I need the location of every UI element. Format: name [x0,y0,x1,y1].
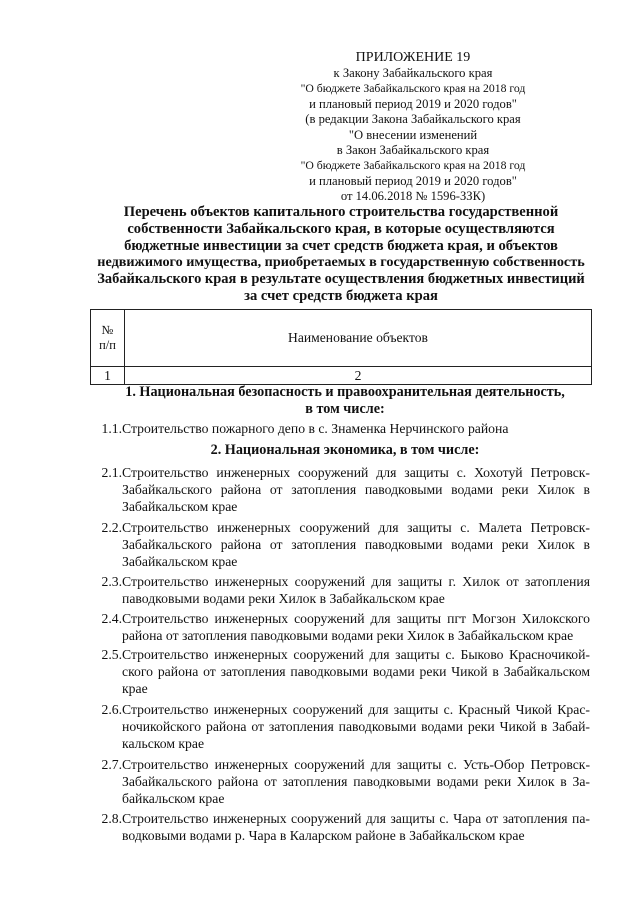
item-line: Забайкальского района от затопления паводковыми водами реки Хилок в За- [122,774,590,790]
appendix-title: ПРИЛОЖЕНИЕ 19 [355,50,471,65]
column-number-header [91,310,125,367]
column-index-2: 2 [125,367,592,385]
item-line: Строительство инженерных сооружений для защиты с. Чара от затопления па- [122,811,590,826]
list-item [94,810,590,844]
item-number: 2.5. [101,647,122,662]
list-item [94,519,590,571]
appendix-line: (в редакции Закона Забайкальского края [305,112,521,127]
list-item [94,646,590,698]
item-text [122,420,590,437]
item-text [122,464,590,516]
column-name-header: Наименование объектов [125,310,592,367]
item-text [122,646,590,698]
item-number: 2.1. [101,465,122,480]
objects-table-header [90,309,592,385]
item-line: ского района от затопления паводковыми водами реки Чикой в Забайкальском [122,664,590,680]
appendix-block [300,49,526,205]
appendix-line: "О бюджете Забайкальского края на 2018 год [300,159,526,173]
item-line: Строительство пожарного депо в с. Знаменка Нерчинского района [122,421,509,436]
section-heading-line: 1. Национальная безопасность и правоохранительная деятельность, [125,384,565,400]
appendix-line: к Закону Забайкальского края [333,66,493,80]
column-number-label: № [101,323,114,337]
item-text [122,519,590,571]
item-line: района от затопления паводковыми водами реки Хилок в Забайкальском крае [122,628,574,644]
section-heading [100,442,590,459]
table-index-row [91,367,592,385]
item-line: Строительство инженерных сооружений для защиты с. Хохотуй Петровск- [122,465,590,480]
item-text [122,573,590,607]
title-line: Забайкальского края в результате осуществления бюджетных инвестиций [97,271,585,288]
item-line: Строительство инженерных сооружений для защиты с. Быково Красночикой- [122,647,590,662]
title-line: собственности Забайкальского края, в которые осуществляются [127,220,555,237]
column-number-label: п/п [99,338,116,352]
item-line: Строительство инженерных сооружений для защиты г. Хилок от затопления [122,574,590,589]
list-item [94,756,590,808]
item-text [122,756,590,808]
list-item [94,464,590,516]
appendix-line: "О бюджете Забайкальского края на 2018 год [300,82,526,96]
item-line: Строительство инженерных сооружений для защиты с. Усть-Обор Петровск- [122,757,590,772]
item-line: Забайкальском крае [122,554,238,570]
item-line: Строительство инженерных сооружений для защиты с. Малета Петровск- [122,520,590,535]
item-number: 2.4. [101,611,122,626]
item-line: Строительство инженерных сооружений для защиты пгт Могзон Хилокского [122,611,590,626]
item-line: водковыми водами р. Чара в Каларском районе в Забайкальском крае [122,828,525,844]
item-line: Строительство инженерных сооружений для защиты с. Красный Чикой Крас- [122,702,590,717]
item-number: 2.3. [101,574,122,589]
appendix-line: и плановый период 2019 и 2020 годов" [309,173,517,188]
appendix-line: "О внесении изменений [348,127,478,142]
item-number: 1.1. [101,421,122,436]
item-text [122,610,590,644]
item-line: Забайкальском крае [122,499,238,515]
item-text [122,701,590,753]
title-line: бюджетные инвестиции за счет средств бюджета края, и объектов [124,237,558,254]
item-number: 2.7. [101,757,122,772]
list-item [94,610,590,644]
item-line: паводковыми водами реки Хилок в Забайкальском крае [122,591,445,607]
item-number: 2.6. [101,702,122,717]
item-text [122,810,590,844]
item-line: кальском крае [122,736,205,752]
table-header-row [91,310,592,367]
title-line: недвижимого имущества, приобретаемых в государственную собственность [97,254,585,271]
title-line: за счет средств бюджета края [244,287,438,304]
item-line: крае [122,681,148,697]
title-line: Перечень объектов капитального строительства государственной [123,204,559,220]
appendix-line: от 14.06.2018 № 1596-ЗЗК) [340,189,486,204]
section-heading-line: 2. Национальная экономика, в том числе: [210,442,480,458]
section-heading-line: в том числе: [305,401,385,417]
section-heading [100,384,590,418]
appendix-line: и плановый период 2019 и 2020 годов" [309,96,517,111]
item-line: Забайкальского района от затопления паводковыми водами реки Хилок в [122,482,590,498]
list-item [94,573,590,607]
appendix-line: в Закон Забайкальского края [336,143,490,158]
column-index-1: 1 [91,367,125,385]
item-line: ночикойского района от затопления паводковыми водами реки Чикой в Забай- [122,719,590,735]
item-number: 2.8. [101,811,122,826]
item-number: 2.2. [101,520,122,535]
list-item [94,701,590,753]
item-line: байкальском крае [122,791,225,807]
list-item [94,420,590,437]
document-title [96,204,586,305]
item-line: Забайкальского района от затопления паводковыми водами реки Хилок в [122,537,590,553]
